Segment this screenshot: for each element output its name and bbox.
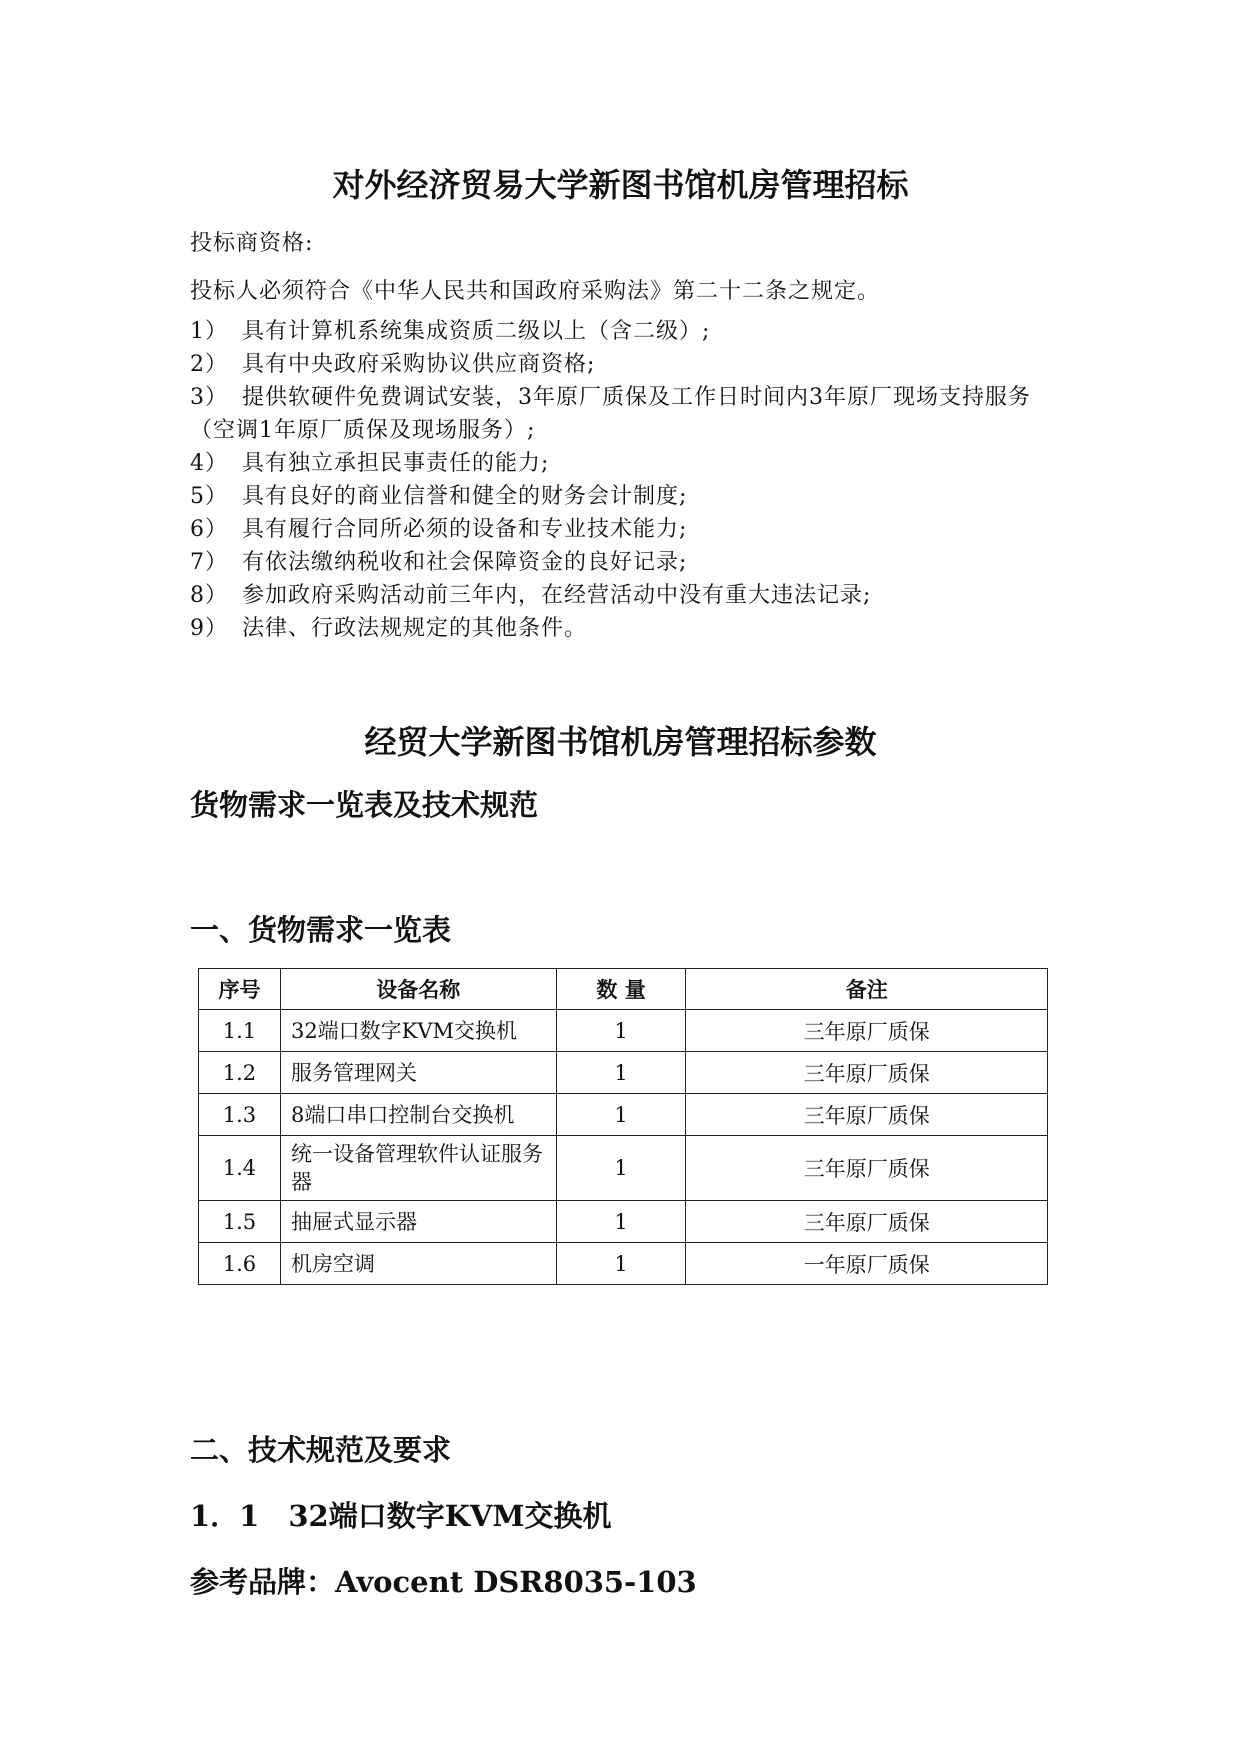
- section-2-heading: 二、技术规范及要求: [190, 1433, 452, 1467]
- row-qty: 1: [556, 1094, 686, 1136]
- row-note: 三年原厂质保: [686, 1201, 1048, 1243]
- qualification-item: 3） 提供软硬件免费调试安装，3年原厂质保及工作日时间内3年原厂现场支持服务（空调1年原厂质保及现场服务）;: [190, 385, 1031, 443]
- table-row: [199, 1136, 1048, 1201]
- qualification-item: 9） 法律、行政法规规定的其他条件。: [190, 616, 588, 641]
- header-qty: 数 量: [556, 969, 686, 1010]
- table-row: [199, 1201, 1048, 1243]
- goods-table: [198, 968, 1048, 1285]
- qualification-item: 5） 具有良好的商业信誉和健全的财务会计制度;: [190, 484, 688, 509]
- row-name: 抽屉式显示器: [280, 1201, 556, 1243]
- row-name: 机房空调: [280, 1243, 556, 1285]
- table-row: [199, 1010, 1048, 1052]
- table-row: [199, 1052, 1048, 1094]
- section-1-heading: 一、货物需求一览表: [190, 913, 452, 947]
- item-heading: 1．1 32端口数字KVM交换机: [190, 1499, 612, 1533]
- row-no: 1.1: [199, 1010, 281, 1052]
- qualification-list: [190, 315, 1070, 645]
- row-name: 服务管理网关: [280, 1052, 556, 1094]
- row-no: 1.5: [199, 1201, 281, 1243]
- table-row: [199, 1094, 1048, 1136]
- row-no: 1.6: [199, 1243, 281, 1285]
- qualification-item: 6） 具有履行合同所必须的设备和专业技术能力;: [190, 517, 688, 542]
- header-no: 序号: [199, 969, 281, 1010]
- row-qty: 1: [556, 1243, 686, 1285]
- row-note: 三年原厂质保: [686, 1094, 1048, 1136]
- qualification-intro: 投标人必须符合《中华人民共和国政府采购法》第二十二条之规定。: [190, 279, 881, 304]
- qualification-item: 2） 具有中央政府采购协议供应商资格;: [190, 352, 596, 377]
- row-note: 一年原厂质保: [686, 1243, 1048, 1285]
- row-name: 32端口数字KVM交换机: [280, 1010, 556, 1052]
- table-row: [199, 1243, 1048, 1285]
- row-name: 统一设备管理软件认证服务器: [280, 1136, 556, 1201]
- row-note: 三年原厂质保: [686, 1052, 1048, 1094]
- spec-heading: 货物需求一览表及技术规范: [190, 788, 539, 822]
- row-name: 8端口串口控制台交换机: [280, 1094, 556, 1136]
- header-note: 备注: [686, 969, 1048, 1010]
- row-note: 三年原厂质保: [686, 1136, 1048, 1201]
- table-header-row: [199, 969, 1048, 1010]
- qualification-heading: 投标商资格:: [190, 231, 314, 256]
- row-qty: 1: [556, 1136, 686, 1201]
- row-no: 1.2: [199, 1052, 281, 1094]
- row-qty: 1: [556, 1052, 686, 1094]
- header-name: 设备名称: [280, 969, 556, 1010]
- qualification-item: 4） 具有独立承担民事责任的能力;: [190, 451, 550, 476]
- row-no: 1.3: [199, 1094, 281, 1136]
- document-title: 对外经济贸易大学新图书馆机房管理招标: [332, 166, 909, 204]
- row-qty: 1: [556, 1010, 686, 1052]
- qualification-item: 1） 具有计算机系统集成资质二级以上（含二级）;: [190, 319, 711, 344]
- row-qty: 1: [556, 1201, 686, 1243]
- qualification-item: 7） 有依法缴纳税收和社会保障资金的良好记录;: [190, 550, 688, 575]
- params-title: 经贸大学新图书馆机房管理招标参数: [364, 723, 877, 761]
- row-note: 三年原厂质保: [686, 1010, 1048, 1052]
- qualification-item: 8） 参加政府采购活动前三年内，在经营活动中没有重大违法记录;: [190, 583, 872, 608]
- brand-line: 参考品牌：Avocent DSR8035-103: [190, 1565, 697, 1599]
- row-no: 1.4: [199, 1136, 281, 1201]
